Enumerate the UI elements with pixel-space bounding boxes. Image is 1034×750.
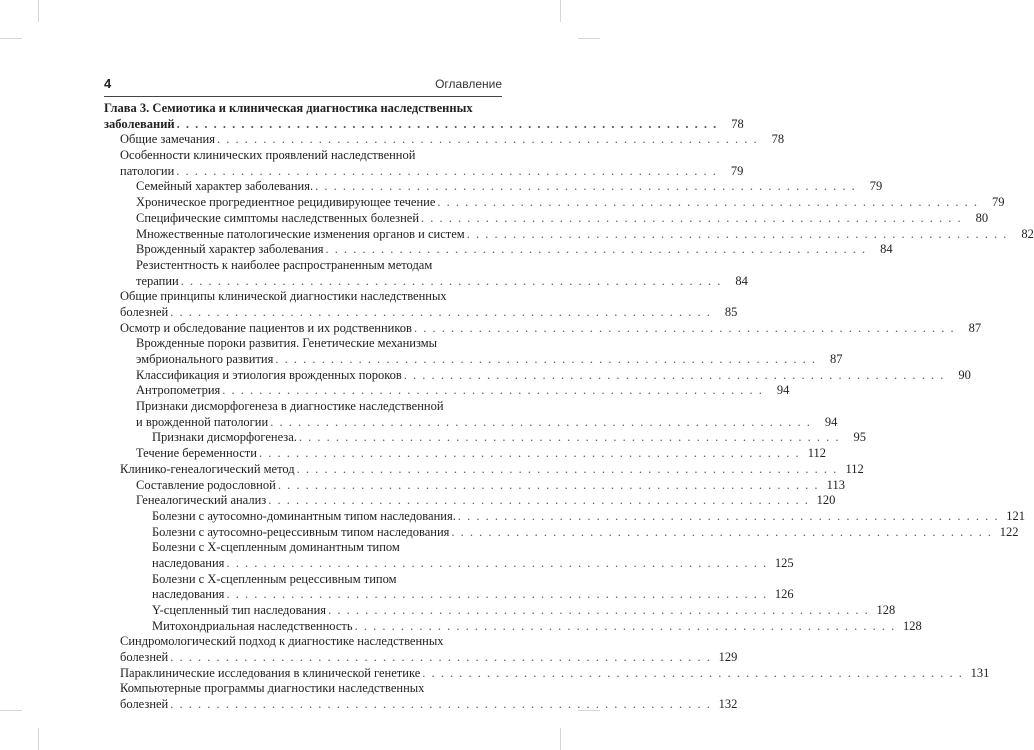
dot-leader: . . . . . . . . . . . . . . . . . . . . . . . . . . . . . . . . . . . . . . . . . . . . . . . . . . . . . . . . . . .	[170, 697, 712, 712]
toc-entry[interactable]	[104, 320, 982, 337]
toc-page-number: 128	[902, 618, 922, 633]
toc-entry[interactable]	[104, 508, 1025, 525]
toc-entry-title: Болезни с X-сцепленным доминантным типом	[152, 540, 400, 555]
toc-page-number: 113	[826, 477, 845, 492]
toc-page-number: 79	[730, 163, 744, 178]
toc-page-number: 94	[776, 383, 790, 398]
toc-entry[interactable]	[104, 493, 836, 509]
toc-entry[interactable]	[104, 461, 864, 478]
toc-entry[interactable]	[104, 399, 838, 430]
toc-entry[interactable]	[104, 179, 883, 195]
toc-page-number: 84	[735, 273, 748, 288]
toc-entry-title: Генеалогический анализ	[136, 493, 267, 508]
toc-entry[interactable]	[104, 367, 971, 384]
dot-leader: . . . . . . . . . . . . . . . . . . . . . . . . . . . . . . . . . . . . . . . . . . . . . . . . . . . . . . . . . . .	[170, 304, 712, 319]
toc-entry[interactable]	[104, 665, 990, 682]
dot-leader: . . . . . . . . . . . . . . . . . . . . . . . . . . . . . . . . . . . . . . . . . . . . . . . . . . . . . . . . . . .	[296, 461, 838, 476]
toc-entry-title: Клинико-генеалогический метод	[120, 461, 295, 476]
toc-entry[interactable]	[104, 336, 843, 367]
toc-page-number: 126	[774, 587, 794, 602]
toc-entry-title: Болезни с X-сцепленным рецессивным типом	[152, 571, 397, 586]
toc-entry[interactable]	[104, 477, 845, 494]
dot-leader: . . . . . . . . . . . . . . . . . . . . . . . . . . . . . . . . . . . . . . . . . . . . . . . . . . . . . . . . . . .	[466, 226, 1008, 241]
toc-entry-title: наследования	[152, 587, 225, 602]
toc-page-number: 120	[816, 493, 836, 508]
toc-entry[interactable]	[104, 242, 893, 258]
dot-leader: . . . . . . . . . . . . . . . . . . . . . . . . . . . . . . . . . . . . . . . . . . . . . . . . . . . . . . . . . . .	[451, 524, 993, 539]
crop-mark	[578, 38, 600, 39]
dot-leader: . . . . . . . . . . . . . . . . . . . . . . . . . . . . . . . . . . . . . . . . . . . . . . . . . . . . . . . . . . .	[258, 446, 801, 461]
dot-leader: . . . . . . . . . . . . . . . . . . . . . . . . . . . . . . . . . . . . . . . . . . . . . . . . . . . . . . . . . . .	[277, 477, 819, 492]
crop-mark	[560, 728, 561, 750]
toc-entry-title: Синдромологический подход к диагностике наследственных	[120, 634, 444, 649]
toc-page-number: 90	[958, 367, 971, 382]
toc-entry-title: Осмотр и обследование пациентов и их родственников	[120, 320, 412, 335]
toc-entry[interactable]	[104, 289, 738, 320]
toc-page-number: 82	[1021, 226, 1034, 241]
toc-entry-title: Специфические симптомы наследственных болезней	[136, 210, 420, 225]
toc-page-number: 79	[992, 195, 1005, 210]
toc-page-number: 87	[968, 320, 982, 335]
toc-entry[interactable]	[104, 226, 1034, 243]
toc-entry-title: Болезни с аутосомно-доминантным типом наследования.	[152, 508, 456, 523]
toc-entry[interactable]	[104, 383, 790, 399]
table-of-contents	[104, 101, 1034, 713]
dot-leader: . . . . . . . . . . . . . . . . . . . . . . . . . . . . . . . . . . . . . . . . . . . . . . . . . . . . . . . . . . .	[457, 508, 999, 523]
toc-entry[interactable]	[104, 257, 748, 289]
toc-entry[interactable]	[104, 446, 827, 462]
dot-leader: . . . . . . . . . . . . . . . . . . . . . . . . . . . . . . . . . . . . . . . . . . . . . . . . . . . . . . . . . . .	[268, 493, 810, 508]
toc-page-number: 87	[830, 352, 843, 366]
toc-page-number: 84	[880, 242, 893, 257]
toc-entry[interactable]	[104, 148, 744, 179]
dot-leader: . . . . . . . . . . . . . . . . . . . . . . . . . . . . . . . . . . . . . . . . . . . . . . . . . . . . . . . . . . .	[180, 273, 722, 288]
toc-entry-title: Резистентность к наиболее распространенным методам	[136, 257, 433, 272]
toc-page-number: 95	[853, 430, 867, 445]
crop-mark	[38, 728, 39, 750]
toc-page-number: 125	[774, 555, 794, 570]
dot-leader: . . . . . . . . . . . . . . . . . . . . . . . . . . . . . . . . . . . . . . . . . . . . . . . . . . . . . . . . . . .	[170, 650, 712, 665]
toc-entry-title: Хроническое прогредиентное рецидивирующее течение	[136, 195, 436, 210]
toc-entry-title: наследования	[152, 555, 225, 570]
toc-page-number: 85	[724, 304, 738, 319]
dot-leader: . . . . . . . . . . . . . . . . . . . . . . . . . . . . . . . . . . . . . . . . . . . . . . . . . . . . . . . . . . .	[298, 430, 841, 445]
toc-entry[interactable]	[104, 603, 896, 619]
dot-leader: . . . . . . . . . . . . . . . . . . . . . . . . . . . . . . . . . . . . . . . . . . . . . . . . . . . . . . . . . . .	[422, 665, 964, 680]
dot-leader: . . . . . . . . . . . . . . . . . . . . . . . . . . . . . . . . . . . . . . . . . . . . . . . . . . . . . . . . . . .	[275, 352, 817, 366]
dot-leader: . . . . . . . . . . . . . . . . . . . . . . . . . . . . . . . . . . . . . . . . . . . . . . . . . . . . . . . . . . .	[328, 603, 870, 617]
crop-mark	[38, 0, 39, 22]
toc-entry-title: Множественные патологические изменения органов и систем	[136, 226, 465, 241]
toc-page-number: 132	[718, 697, 738, 712]
toc-entry[interactable]	[104, 618, 922, 635]
toc-page-number: 121	[1006, 508, 1025, 523]
page-number: 4	[104, 76, 112, 91]
toc-entry[interactable]	[104, 540, 794, 571]
crop-mark	[560, 0, 561, 22]
toc-entry-title: патологии	[120, 163, 175, 178]
toc-entry-title: терапии	[136, 273, 179, 288]
dot-leader: . . . . . . . . . . . . . . . . . . . . . . . . . . . . . . . . . . . . . . . . . . . . . . . . . . . . . . . . . . .	[421, 210, 963, 225]
toc-entry[interactable]	[104, 101, 744, 132]
toc-page-number: 129	[718, 650, 738, 665]
toc-entry-title: заболеваний	[104, 116, 175, 131]
toc-entry[interactable]	[104, 524, 1019, 541]
toc-entry-title: Признаки дисморфогенеза в диагностике наследственной	[136, 399, 444, 414]
toc-page-number: 94	[824, 414, 838, 429]
toc-entry-title: Митохондриальная наследственность	[152, 618, 353, 633]
toc-entry-title: Врожденные пороки развития. Генетические механизмы	[136, 336, 438, 351]
toc-entry-title: Компьютерные программы диагностики наследственных	[120, 681, 425, 696]
crop-mark	[0, 710, 22, 711]
toc-page-number: 80	[975, 210, 989, 225]
toc-entry[interactable]	[104, 681, 738, 712]
toc-entry-title: Общие принципы клинической диагностики наследственных	[120, 289, 447, 304]
toc-entry-title: Глава 3. Семиотика и клиническая диагностика наследственных	[104, 101, 473, 115]
toc-entry-title: Врожденный характер заболевания	[136, 242, 324, 257]
dot-leader: . . . . . . . . . . . . . . . . . . . . . . . . . . . . . . . . . . . . . . . . . . . . . . . . . . . . . . . . . . .	[413, 320, 956, 335]
toc-entry-title: Признаки дисморфогенеза.	[152, 430, 297, 445]
toc-entry-title: Семейный характер заболевания.	[136, 179, 314, 194]
toc-page-number: 112	[807, 446, 827, 461]
toc-page-number: 79	[869, 179, 883, 194]
toc-page-number: 112	[845, 461, 864, 476]
running-title: Оглавление	[435, 77, 502, 91]
toc-entry-title: Антропометрия	[136, 383, 221, 398]
toc-entry-title: Параклинические исследования в клинической генетике	[120, 665, 421, 680]
toc-entry-title: Составление родословной	[136, 477, 276, 492]
toc-entry-title: Y-сцепленный тип наследования	[152, 603, 327, 617]
toc-entry-title: болезней	[120, 304, 169, 319]
toc-entry[interactable]	[104, 132, 785, 148]
toc-entry[interactable]	[104, 195, 1005, 211]
toc-entry[interactable]	[104, 430, 867, 446]
toc-entry-title: Течение беременности	[136, 446, 257, 461]
toc-entry[interactable]	[104, 634, 738, 665]
dot-leader: . . . . . . . . . . . . . . . . . . . . . . . . . . . . . . . . . . . . . . . . . . . . . . . . . . . . . . . . . . .	[226, 587, 768, 602]
dot-leader: . . . . . . . . . . . . . . . . . . . . . . . . . . . . . . . . . . . . . . . . . . . . . . . . . . . . . . . . . . .	[176, 116, 718, 131]
toc-entry-title: Болезни с аутосомно-рецессивным типом наследования	[152, 524, 450, 539]
dot-leader: . . . . . . . . . . . . . . . . . . . . . . . . . . . . . . . . . . . . . . . . . . . . . . . . . . . . . . . . . . .	[226, 555, 768, 570]
toc-entry[interactable]	[104, 571, 794, 603]
crop-mark	[0, 38, 22, 39]
dot-leader: . . . . . . . . . . . . . . . . . . . . . . . . . . . . . . . . . . . . . . . . . . . . . . . . . . . . . . . . . . .	[403, 367, 945, 382]
toc-entry[interactable]	[104, 210, 989, 227]
toc-entry-title: эмбрионального развития	[136, 352, 274, 366]
toc-page-number: 78	[771, 132, 785, 147]
toc-page-number: 128	[876, 603, 896, 617]
dot-leader: . . . . . . . . . . . . . . . . . . . . . . . . . . . . . . . . . . . . . . . . . . . . . . . . . . . . . . . . . . .	[270, 414, 812, 429]
toc-entry-title: болезней	[120, 650, 169, 665]
toc-entry-title: болезней	[120, 697, 169, 712]
dot-leader: . . . . . . . . . . . . . . . . . . . . . . . . . . . . . . . . . . . . . . . . . . . . . . . . . . . . . . . . . . .	[216, 132, 759, 147]
dot-leader: . . . . . . . . . . . . . . . . . . . . . . . . . . . . . . . . . . . . . . . . . . . . . . . . . . . . . . . . . . .	[222, 383, 764, 398]
toc-entry-title: Особенности клинических проявлений наследственной	[120, 148, 416, 163]
toc-page-number: 122	[999, 524, 1019, 539]
page-header	[104, 76, 502, 97]
dot-leader: . . . . . . . . . . . . . . . . . . . . . . . . . . . . . . . . . . . . . . . . . . . . . . . . . . . . . . . . . . .	[315, 179, 857, 194]
toc-page-number: 131	[970, 665, 990, 680]
toc-entry-title: Классификация и этиология врожденных пороков	[136, 367, 402, 382]
dot-leader: . . . . . . . . . . . . . . . . . . . . . . . . . . . . . . . . . . . . . . . . . . . . . . . . . . . . . . . . . . .	[354, 618, 896, 633]
dot-leader: . . . . . . . . . . . . . . . . . . . . . . . . . . . . . . . . . . . . . . . . . . . . . . . . . . . . . . . . . . .	[325, 242, 867, 257]
dot-leader: . . . . . . . . . . . . . . . . . . . . . . . . . . . . . . . . . . . . . . . . . . . . . . . . . . . . . . . . . . .	[176, 163, 718, 178]
dot-leader: . . . . . . . . . . . . . . . . . . . . . . . . . . . . . . . . . . . . . . . . . . . . . . . . . . . . . . . . . . .	[437, 195, 979, 210]
toc-page-number: 78	[731, 116, 744, 131]
toc-entry-title: и врожденной патологии	[136, 414, 269, 429]
toc-entry-title: Общие замечания	[120, 132, 215, 147]
